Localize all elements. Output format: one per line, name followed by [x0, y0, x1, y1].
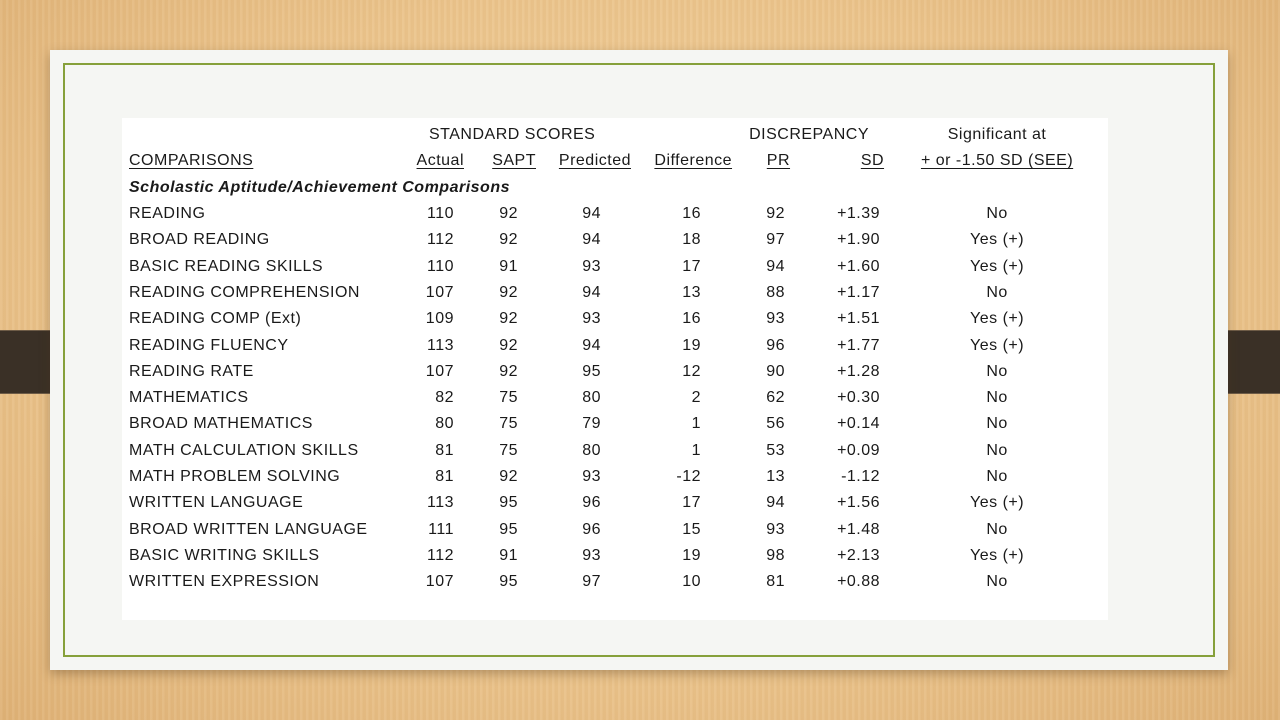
cell-difference: 17: [682, 494, 702, 512]
cell-sd: +0.09: [837, 441, 881, 459]
cell-name: WRITTEN EXPRESSION: [129, 573, 320, 591]
scores-table: [122, 122, 1108, 595]
cell-predicted: 94: [582, 283, 601, 301]
predicted-header: Predicted: [558, 152, 631, 170]
cell-significant: No: [986, 573, 1008, 591]
cell-sd: +1.51: [837, 310, 881, 328]
table-row: [122, 280, 1108, 306]
cell-actual: 81: [435, 468, 454, 485]
cell-predicted: 96: [582, 520, 601, 538]
cell-pr: 92: [766, 205, 786, 223]
cell-predicted: 96: [582, 494, 601, 512]
table-row: [122, 490, 1108, 516]
comparisons-header: COMPARISONS: [129, 152, 254, 170]
cell-pr: 88: [766, 283, 786, 301]
cell-difference: 18: [682, 231, 702, 249]
cell-actual: 81: [435, 441, 454, 459]
cell-sapt: 95: [499, 520, 518, 538]
cell-name: READING COMP (Ext): [129, 310, 302, 328]
cell-pr: 93: [766, 310, 786, 328]
cell-significant: No: [986, 362, 1008, 380]
cell-significant: Yes (+): [970, 231, 1025, 249]
cell-name: MATHEMATICS: [129, 389, 249, 407]
cell-pr: 62: [766, 389, 786, 407]
cell-actual: 113: [426, 494, 454, 512]
cell-sapt: 95: [499, 573, 518, 591]
cell-sapt: 92: [499, 205, 518, 223]
cell-actual: 107: [425, 573, 454, 591]
sd-header: SD: [860, 152, 885, 170]
table-row: [122, 464, 1108, 490]
cell-name: READING: [129, 205, 206, 223]
cell-difference: 15: [682, 520, 702, 538]
cell-actual: 80: [435, 415, 454, 433]
cell-actual: 107: [425, 362, 454, 380]
scores-document: [122, 118, 1108, 620]
cell-difference: 13: [682, 283, 702, 301]
table-row: [122, 227, 1108, 253]
cell-sapt: 91: [499, 257, 518, 275]
cell-pr: 97: [766, 231, 786, 249]
cell-sd: +1.48: [837, 520, 881, 538]
cell-sd: +1.60: [837, 257, 881, 275]
pr-header: PR: [766, 152, 791, 170]
cell-predicted: 93: [582, 310, 601, 328]
difference-header: Difference: [654, 152, 733, 170]
cell-pr: 53: [766, 441, 786, 459]
cell-name: MATH PROBLEM SOLVING: [129, 468, 341, 485]
cell-sd: +0.88: [837, 573, 881, 591]
cell-sd: +0.14: [837, 415, 881, 433]
cell-actual: 112: [426, 546, 454, 564]
cell-difference: 1: [691, 441, 702, 459]
cell-pr: 81: [766, 573, 786, 591]
cell-significant: Yes (+): [970, 546, 1025, 564]
cell-sd: +1.56: [837, 494, 881, 512]
cell-significant: No: [986, 441, 1008, 459]
cell-significant: No: [986, 389, 1008, 407]
cell-sd: +1.90: [837, 231, 881, 249]
cell-sapt: 91: [499, 546, 518, 564]
cell-name: MATH CALCULATION SKILLS: [129, 441, 359, 459]
cell-significant: No: [986, 520, 1008, 538]
cell-name: BASIC WRITING SKILLS: [129, 546, 320, 564]
cell-pr: 94: [766, 257, 786, 275]
cell-difference: 2: [691, 389, 702, 407]
cell-predicted: 93: [582, 546, 601, 564]
scores-body: [122, 201, 1108, 595]
table-row: [122, 438, 1108, 464]
section-title: Scholastic Aptitude/Achievement Comparisons: [129, 178, 510, 196]
cell-sd: +1.39: [837, 205, 881, 223]
cell-actual: 82: [435, 389, 454, 407]
cell-predicted: 94: [582, 231, 601, 249]
column-header-row: [122, 148, 1108, 174]
cell-predicted: 97: [582, 573, 601, 591]
cell-sapt: 92: [499, 336, 518, 354]
table-row: [122, 253, 1108, 279]
standard-scores-header: STANDARD SCORES: [429, 126, 596, 144]
cell-sapt: 75: [499, 415, 518, 433]
cell-predicted: 79: [582, 415, 601, 433]
cell-actual: 110: [426, 205, 454, 223]
cell-significant: No: [986, 205, 1008, 223]
cell-name: BROAD MATHEMATICS: [129, 415, 313, 433]
cell-significant: No: [986, 468, 1008, 485]
significant-subheader: + or -1.50 SD (SEE): [920, 152, 1074, 170]
cell-sapt: 92: [499, 362, 518, 380]
cell-difference: 17: [682, 257, 702, 275]
table-row: [122, 411, 1108, 437]
cell-significant: No: [986, 283, 1008, 301]
cell-predicted: 94: [582, 336, 601, 354]
actual-header: Actual: [416, 152, 464, 170]
cell-actual: 113: [426, 336, 454, 354]
cell-difference: 12: [682, 362, 702, 380]
cell-sapt: 92: [499, 283, 518, 301]
cell-sd: +1.17: [837, 283, 881, 301]
cell-actual: 110: [426, 257, 454, 275]
section-title-row: [122, 175, 1108, 201]
cell-significant: Yes (+): [970, 310, 1025, 328]
table-row: [122, 306, 1108, 332]
cell-actual: 112: [426, 231, 454, 249]
cell-predicted: 80: [582, 441, 601, 459]
cell-sd: -1.12: [841, 468, 881, 485]
cell-significant: Yes (+): [970, 336, 1025, 354]
cell-predicted: 93: [582, 257, 601, 275]
cell-sapt: 92: [499, 231, 518, 249]
cell-predicted: 94: [582, 205, 601, 223]
cell-sapt: 75: [499, 389, 518, 407]
cell-difference: 16: [682, 205, 702, 223]
cell-difference: 1: [691, 415, 702, 433]
cell-pr: 90: [766, 362, 786, 380]
cell-difference: 10: [682, 573, 702, 591]
cell-difference: 16: [682, 310, 702, 328]
cell-sapt: 75: [499, 441, 518, 459]
cell-significant: Yes (+): [970, 494, 1025, 512]
cell-name: READING RATE: [129, 362, 254, 380]
cell-pr: 96: [766, 336, 786, 354]
cell-sd: +1.28: [837, 362, 881, 380]
cell-difference: -12: [676, 468, 702, 485]
cell-name: READING FLUENCY: [129, 336, 289, 354]
cell-sd: +2.13: [837, 546, 881, 564]
cell-pr: 13: [766, 468, 786, 485]
cell-name: WRITTEN LANGUAGE: [129, 494, 304, 512]
table-row: [122, 516, 1108, 542]
cell-pr: 56: [766, 415, 786, 433]
cell-predicted: 95: [582, 362, 601, 380]
table-row: [122, 201, 1108, 227]
table-row: [122, 359, 1108, 385]
cell-pr: 94: [766, 494, 786, 512]
table-row: [122, 385, 1108, 411]
cell-name: BROAD WRITTEN LANGUAGE: [129, 520, 368, 538]
table-row: [122, 332, 1108, 358]
cell-name: READING COMPREHENSION: [129, 283, 360, 301]
cell-actual: 107: [425, 283, 454, 301]
cell-difference: 19: [682, 546, 702, 564]
cell-name: BROAD READING: [129, 231, 270, 249]
cell-pr: 98: [766, 546, 786, 564]
cell-predicted: 80: [582, 389, 601, 407]
significant-header: Significant at: [947, 126, 1047, 144]
cell-sd: +0.30: [837, 389, 881, 407]
table-row: [122, 569, 1108, 595]
cell-significant: Yes (+): [970, 257, 1025, 275]
sapt-header: SAPT: [492, 152, 536, 170]
cell-actual: 111: [428, 520, 454, 538]
discrepancy-header: DISCREPANCY: [749, 126, 869, 144]
cell-sapt: 92: [499, 468, 518, 485]
cell-significant: No: [986, 415, 1008, 433]
cell-predicted: 93: [582, 468, 601, 485]
cell-sapt: 92: [499, 310, 518, 328]
group-header-row: [122, 122, 1108, 148]
cell-pr: 93: [766, 520, 786, 538]
cell-name: BASIC READING SKILLS: [129, 257, 324, 275]
cell-sd: +1.77: [837, 336, 881, 354]
cell-actual: 109: [425, 310, 454, 328]
cell-sapt: 95: [499, 494, 518, 512]
table-row: [122, 543, 1108, 569]
cell-difference: 19: [682, 336, 702, 354]
